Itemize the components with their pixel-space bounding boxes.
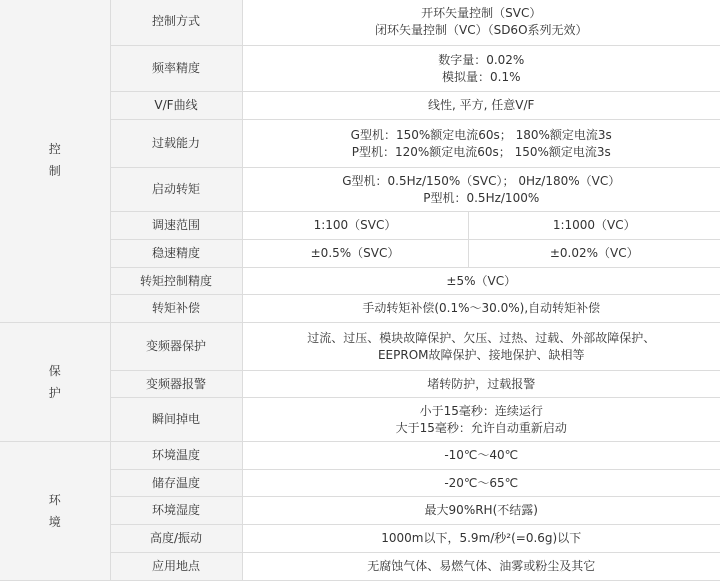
- row-value: [242, 525, 720, 553]
- value-line: EEPROM故障保护、接地保护、缺相等: [377, 347, 585, 362]
- row-value: [242, 120, 720, 168]
- row-value: [242, 371, 720, 398]
- row-value-right: 1:1000（VC）: [468, 212, 720, 240]
- value-line: P型机：120%额定电流60s； 150%额定电流3s: [351, 144, 611, 159]
- value-line: 堵转防护，过载报警: [427, 376, 536, 391]
- row-value: [242, 295, 720, 323]
- row-value: [242, 398, 720, 442]
- category-cell-environment: [0, 442, 110, 581]
- value-line: 大于15毫秒：允许自动重新启动: [395, 420, 567, 435]
- value-line: -10℃～40℃: [444, 448, 519, 462]
- value-line: 数字量：0.02%: [438, 52, 525, 67]
- row-value-left: ±0.5%（SVC）: [242, 240, 468, 268]
- table-row: [0, 323, 720, 371]
- row-label: 变频器报警: [110, 371, 242, 398]
- row-label: 储存温度: [110, 470, 242, 497]
- row-value: [242, 46, 720, 92]
- value-line: 最大90%RH(不结露): [424, 503, 538, 517]
- row-label: 高度/振动: [110, 525, 242, 553]
- row-label: 环境温度: [110, 442, 242, 470]
- value-line: 手动转矩补偿(0.1%～30.0%),自动转矩补偿: [362, 301, 601, 315]
- row-value: [242, 268, 720, 295]
- value-line: ±5%（VC）: [446, 273, 517, 288]
- value-line: 1000m以下，5.9m/秒²(=0.6g)以下: [381, 531, 582, 545]
- row-label: 调速范围: [110, 212, 242, 240]
- row-value-right: ±0.02%（VC）: [468, 240, 720, 268]
- row-label: 频率精度: [110, 46, 242, 92]
- value-line: G型机：0.5Hz/150%（SVC）； 0Hz/180%（VC）: [342, 173, 621, 188]
- row-label: 启动转矩: [110, 168, 242, 212]
- value-line: 线性, 平方, 任意V/F: [428, 98, 535, 112]
- table-row: [0, 0, 720, 46]
- category-cell-control: [0, 0, 110, 323]
- row-value: [242, 470, 720, 497]
- value-line: 开环矢量控制（SVC）: [421, 5, 542, 20]
- value-line: -20℃～65℃: [444, 475, 519, 490]
- row-value: [242, 497, 720, 525]
- row-label: 过载能力: [110, 120, 242, 168]
- value-line: 小于15毫秒：连续运行: [419, 403, 543, 418]
- row-label: 环境湿度: [110, 497, 242, 525]
- row-value: [242, 168, 720, 212]
- row-value: [242, 92, 720, 120]
- table-row: [0, 442, 720, 470]
- row-label: 转矩补偿: [110, 295, 242, 323]
- row-value: [242, 553, 720, 581]
- row-label: 控制方式: [110, 0, 242, 46]
- row-label: 应用地点: [110, 553, 242, 581]
- category-label: 控制: [48, 142, 61, 178]
- value-line: 闭环矢量控制（VC）（SD6O系列无效）: [374, 22, 588, 37]
- category-label: 保护: [48, 364, 61, 400]
- value-line: P型机：0.5Hz/100%: [423, 190, 540, 205]
- value-line: G型机：150%额定电流60s； 180%额定电流3s: [350, 127, 612, 142]
- row-value: [242, 323, 720, 371]
- category-cell-protection: [0, 323, 110, 442]
- row-label: 稳速精度: [110, 240, 242, 268]
- row-value: [242, 0, 720, 46]
- row-label: 转矩控制精度: [110, 268, 242, 295]
- category-label: 环境: [48, 493, 61, 529]
- row-label: 瞬间掉电: [110, 398, 242, 442]
- value-line: 无腐蚀气体、易燃气体、油雾或粉尘及其它: [367, 559, 596, 573]
- row-value-left: 1:100（SVC）: [242, 212, 468, 240]
- row-label: V/F曲线: [110, 92, 242, 120]
- value-line: 模拟量：0.1%: [442, 69, 521, 84]
- value-line: 过流、过压、模块故障保护、欠压、过热、过载、外部故障保护、: [307, 330, 656, 345]
- row-label: 变频器保护: [110, 323, 242, 371]
- row-value: [242, 442, 720, 470]
